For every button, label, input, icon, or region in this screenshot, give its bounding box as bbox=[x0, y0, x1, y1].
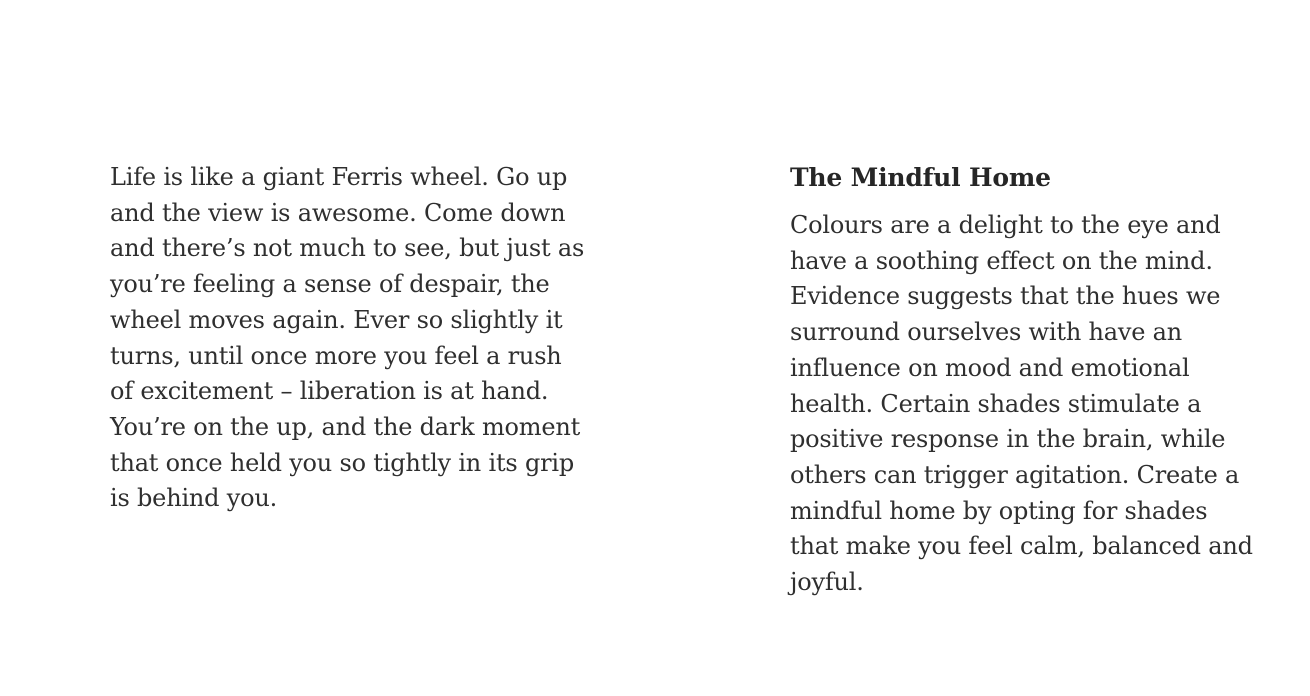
section-heading: The Mindful Home bbox=[790, 163, 1051, 192]
mindful-home-paragraph: Colours are a delight to the eye and have a soothing effect on the mind. Evidence suggests that the hues we surround ourselves with have an influence on mood and emotional health. Certain shades stimulate a positive response in the brain, while others can trigger agitation. Create a mindful home by opting for shades that make you feel calm, balanced and joyful. bbox=[790, 211, 1253, 597]
ferris-wheel-paragraph: Life is like a giant Ferris wheel. Go up and the view is awesome. Come down and there’s not much to see, but just as you’re feeling a sense of despair, the wheel moves again. Ever so slightly it turns, until once more you feel a rush of excitement – liberation is at hand. You’re on the up, and the dark moment that once held you so tightly in its grip is behind you. bbox=[110, 163, 585, 513]
right-page bbox=[655, 0, 1310, 696]
